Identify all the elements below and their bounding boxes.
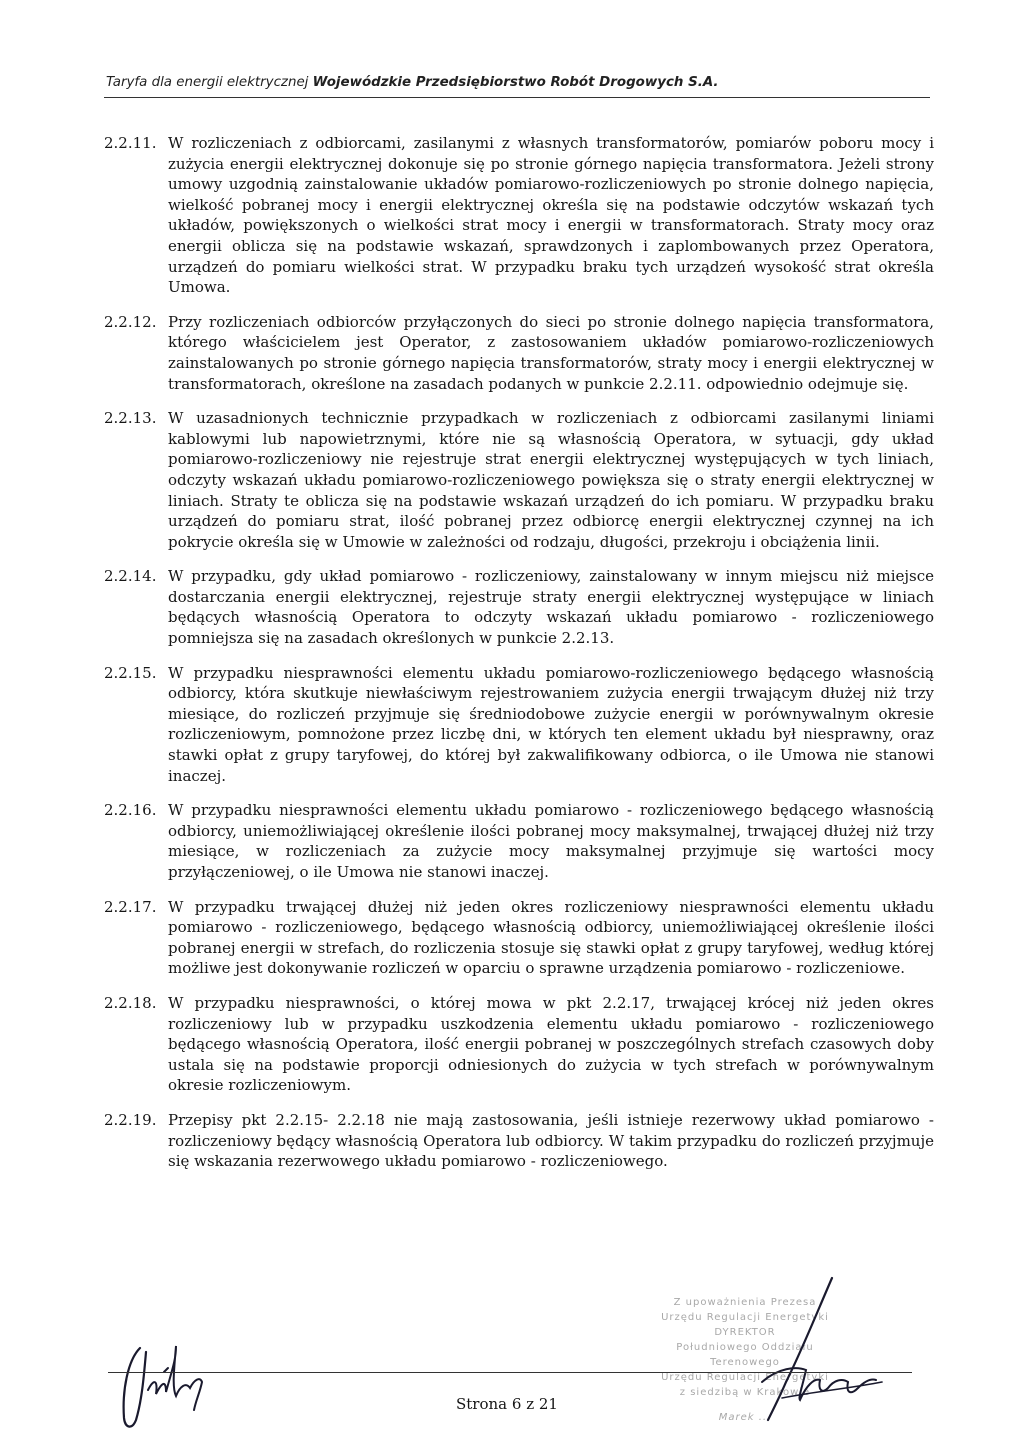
header-prefix: Taryfa dla energii elektrycznej — [106, 75, 309, 90]
paragraph-2-2-13 — [104, 408, 934, 552]
paragraph-text: W rozliczeniach z odbiorcami, zasilanymi z własnych transformatorów, pomiarów poboru mocy i zużycia energii elektrycznej dokonuje się po stronie górnego napięcia transformatora. Jeżeli strony umowy uzgodnią zainstalowanie układów pomiarowo-rozliczeniowych po stronie dolnego napięcia, wielkość pobranej mocy i energii elektrycznej określa się na podstawie odczytów wskazań tych układów, powiększonych o wielkości strat mocy i energii w transformatorach. Straty mocy oraz energii oblicza się na podstawie wskazań, sprawdzonych i zaplombowanych przez Operatora, urządzeń do pomiaru wielkości strat. W przypadku braku tych urządzeń wysokość strat określa Umowa. — [168, 134, 934, 297]
paragraph-2-2-18 — [104, 993, 934, 1096]
paragraph-text: W przypadku niesprawności, o której mowa w pkt 2.2.17, trwającej krócej niż jeden okres rozliczeniowy lub w przypadku uszkodzenia elementu układu pomiarowo - rozliczeniowego będącego własnością Operatora, ilość energii pobranej w poszczególnych strefach czasowych doby ustala się na podstawie proporcji odniesionych do zużycia w tych strefach w porównywalnym okresie rozliczeniowym. — [168, 993, 934, 1095]
paragraph-2-2-12 — [104, 312, 934, 394]
paragraph-number: 2.2.13. — [104, 409, 157, 428]
paragraph-text: W przypadku, gdy układ pomiarowo - rozliczeniowy, zainstalowany w innym miejscu niż miejsce dostarczania energii elektrycznej, rejestruje straty energii elektrycznej występujące w liniach będących własnością Operatora to odczyty wskazań układu pomiarowo - rozliczeniowego pomniejsza się na zasadach określonych w punkcie 2.2.13. — [168, 567, 934, 648]
document-body — [104, 133, 934, 1186]
stamp-line: Z upoważnienia Prezesa — [673, 1297, 817, 1308]
paragraph-2-2-11 — [104, 133, 934, 298]
stamp-line: DYREKTOR — [714, 1327, 776, 1338]
header-rule — [104, 97, 930, 98]
paragraph-number: 2.2.16. — [104, 801, 157, 820]
paragraph-text: W przypadku niesprawności elementu układu pomiarowo-rozliczeniowego będącego własnością odbiorcy, która skutkuje niewłaściwym rejestrowaniem zużycia energii trwającym dłużej niż trzy miesiące, do rozliczeń przyjmuje się średniodobowe zużycie energii w porównywalnym okresie rozliczeniowym, pomnożone przez liczbę dni, w których ten element układu był niesprawny, oraz stawki opłat z grupy taryfowej, do której był zakwalifikowany odbiorca, o ile Umowa nie stanowi inaczej. — [168, 663, 934, 785]
paragraph-text: Przy rozliczeniach odbiorców przyłączonych do sieci po stronie dolnego napięcia transformatora, którego właścicielem jest Operator, z zastosowaniem układów pomiarowo-rozliczeniowych zainstalowanych po stronie górnego napięcia transformatorów, straty mocy i energii elektrycznej w transformatorach, określone na zasadach podanych w punkcie 2.2.11. odpowiednio odejmuje się. — [168, 312, 934, 393]
paragraph-number: 2.2.19. — [104, 1110, 157, 1129]
paragraph-number: 2.2.17. — [104, 897, 157, 916]
paragraph-2-2-17 — [104, 897, 934, 979]
footer-rule — [108, 1372, 912, 1373]
paragraph-2-2-16 — [104, 800, 934, 882]
stamp-name: Marek ... — [718, 1412, 772, 1423]
page-header — [106, 75, 932, 90]
stamp-line: Południowego Oddziału Terenowego — [676, 1342, 814, 1368]
paragraph-number: 2.2.12. — [104, 312, 157, 331]
header-company: Wojewódzkie Przedsiębiorstwo Robót Drogowych S.A. — [312, 75, 719, 90]
stamp-line: z siedzibą w Krakowie — [679, 1387, 811, 1398]
paragraph-2-2-14 — [104, 566, 934, 648]
stamp-line: Urzędu Regulacji Energetyki — [661, 1372, 829, 1383]
paragraph-number: 2.2.11. — [104, 134, 157, 152]
paragraph-text: W przypadku trwającej dłużej niż jeden okres rozliczeniowy niesprawności elementu układu pomiarowo - rozliczeniowego, będącego własnością odbiorcy, uniemożliwiającej określenie ilości pobranej energii w strefach, do rozliczenia stosuje się stawki opłat z grupy taryfowej, według której możliwe jest dokonywanie rozliczeń w oparciu o sprawne urządzenia pomiarowo - rozliczeniowe. — [168, 897, 934, 978]
paragraph-2-2-15 — [104, 663, 934, 787]
paragraph-number: 2.2.18. — [104, 993, 157, 1012]
paragraph-text: Przepisy pkt 2.2.15- 2.2.18 nie mają zastosowania, jeśli istnieje rezerwowy układ pomiarowo - rozliczeniowy będący własnością Operatora lub odbiorcy. W takim przypadku do rozliczeń przyjmuje się wskazania rezerwowego układu pomiarowo - rozliczeniowego. — [168, 1110, 934, 1171]
paragraph-number: 2.2.15. — [104, 663, 157, 682]
signature-left-icon — [110, 1330, 220, 1435]
paragraph-text: W przypadku niesprawności elementu układu pomiarowo - rozliczeniowego będącego własnością odbiorcy, uniemożliwiającej określenie ilości pobranej mocy maksymalnej, trwającej dłużej niż trzy miesiące, w rozliczeniach za zużycie mocy maksymalnej przyjmuje się wartości mocy przyłączeniowej, o ile Umowa nie stanowi inaczej. — [168, 801, 934, 881]
paragraph-text: W uzasadnionych technicznie przypadkach w rozliczeniach z odbiorcami zasilanymi liniami kablowymi lub napowietrznymi, które nie są własnością Operatora, w sytuacji, gdy układ pomiarowo-rozliczeniowy nie rejestruje strat energii elektrycznej występujących w tych liniach, odczyty wskazań układu pomiarowo-rozliczeniowego powiększa się o straty energii elektrycznej w liniach. Straty te oblicza się na podstawie wskazań urządzeń do ich pomiaru. W przypadku braku urządzeń do pomiaru strat, ilość pobranej przez odbiorcę energii elektrycznej czynnej na ich pokrycie określa się w Umowie w zależności od rodzaju, długości, przekroju i obciążenia linii. — [168, 409, 934, 551]
paragraph-2-2-19 — [104, 1110, 934, 1172]
page-number: Strona 6 z 21 — [456, 1395, 558, 1413]
signature-right-icon — [722, 1270, 892, 1430]
paragraph-number: 2.2.14. — [104, 567, 157, 586]
stamp-line: Urzędu Regulacji Energetyki — [661, 1312, 829, 1323]
